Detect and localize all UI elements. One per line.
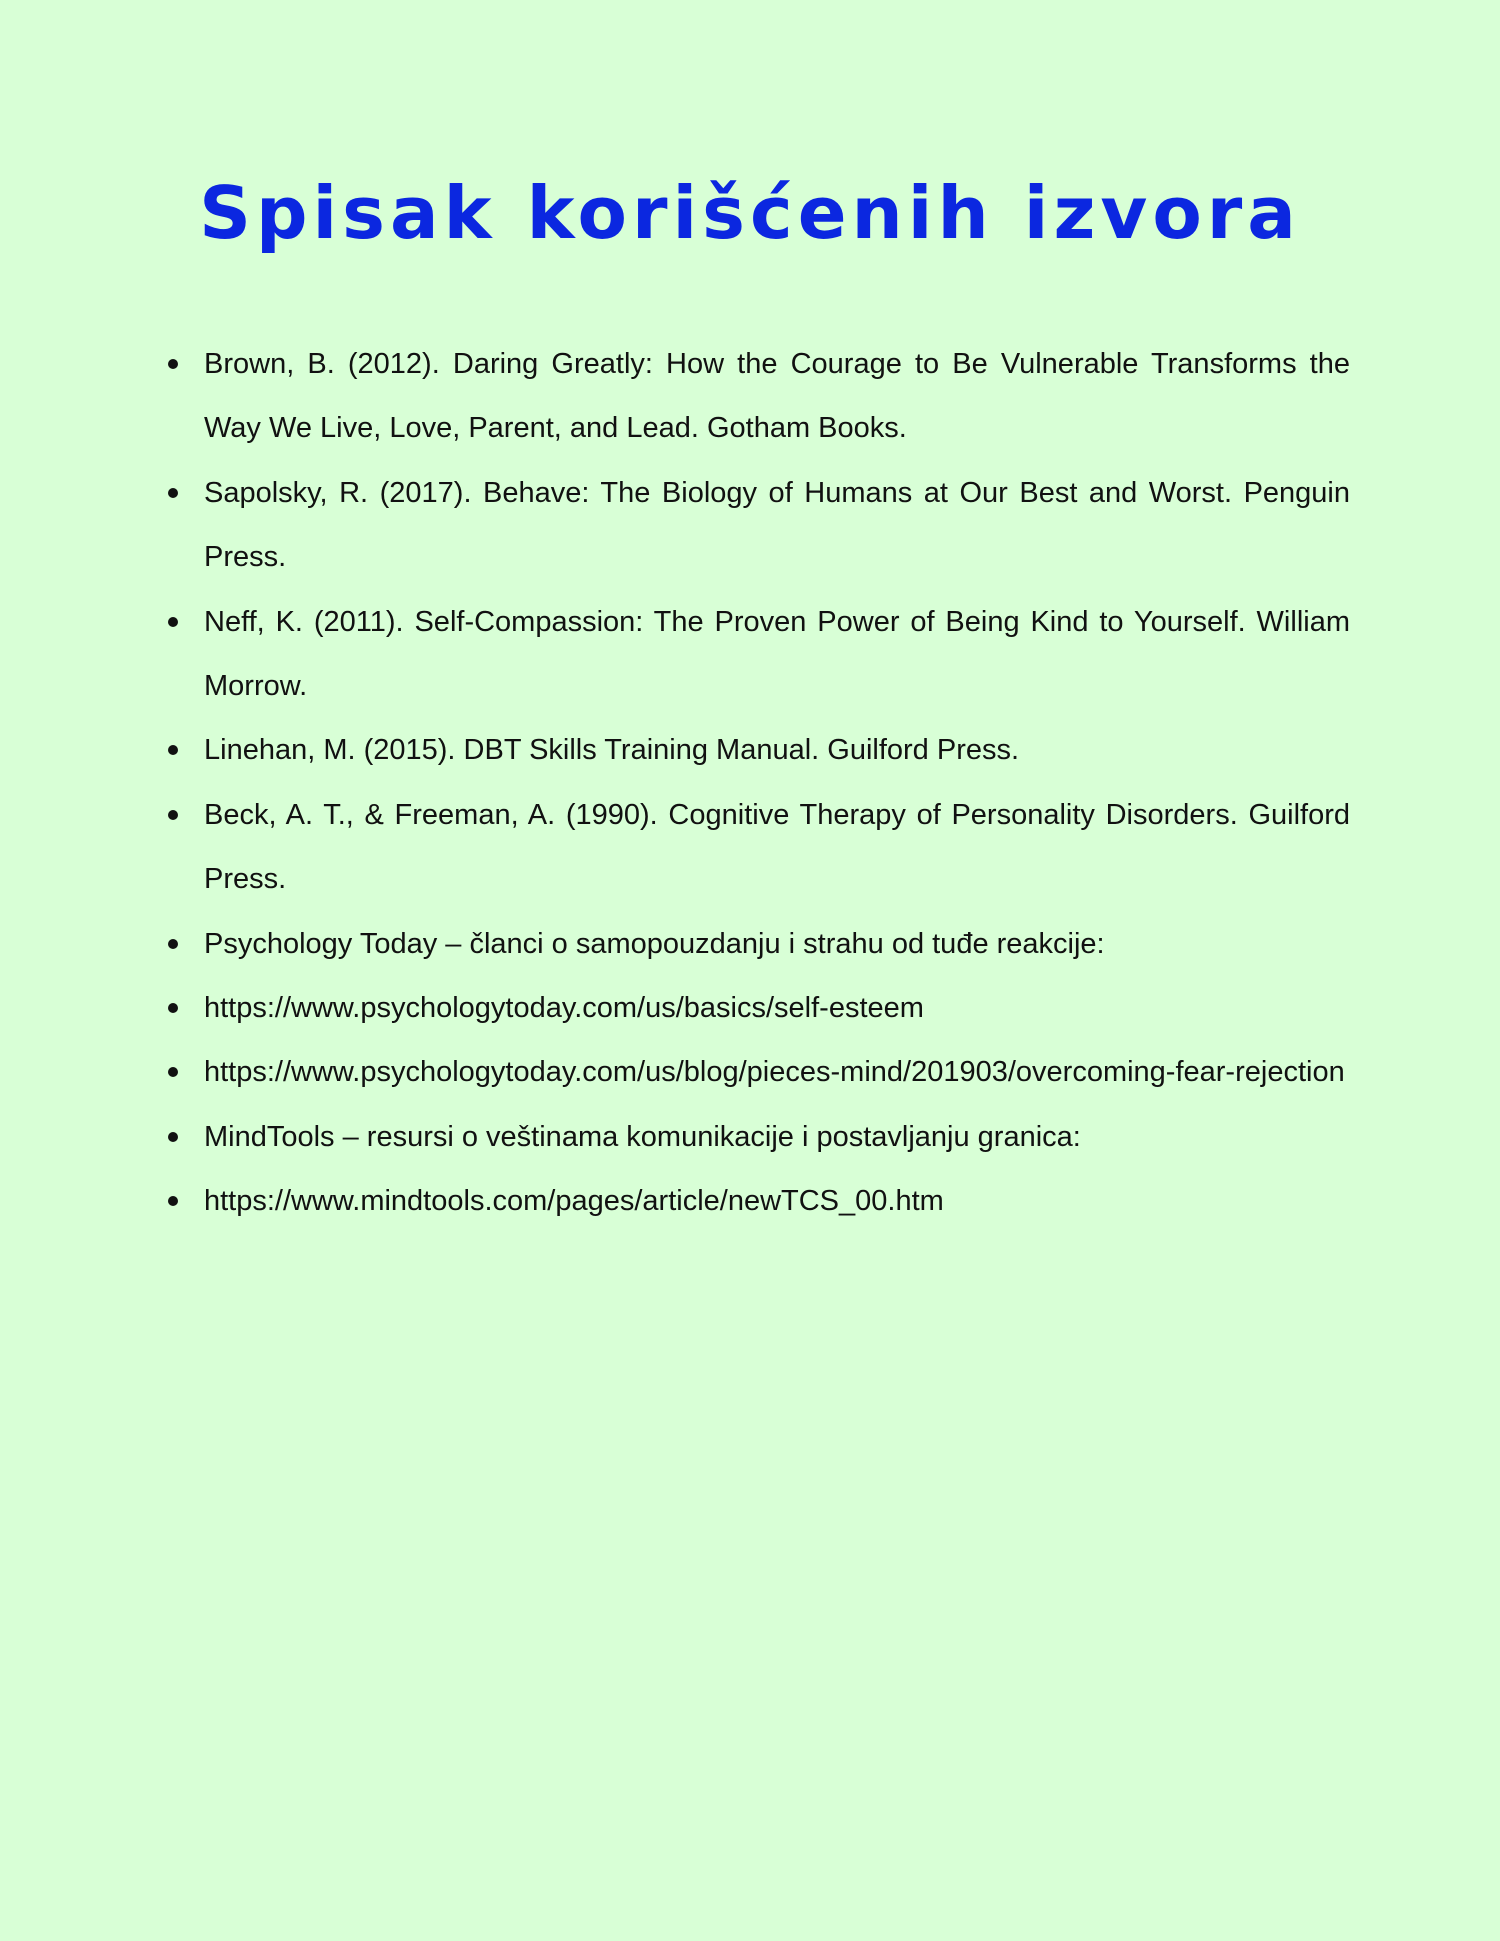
- bullet-icon: [168, 745, 178, 755]
- reference-link-item: [166, 1040, 1350, 1104]
- reference-text: MindTools – resursi o veštinama komunikacije i postavljanju granica:: [204, 1120, 1081, 1153]
- bullet-icon: [168, 359, 178, 369]
- reference-link-item: [166, 976, 1350, 1040]
- reference-link-item: [166, 1169, 1350, 1233]
- reference-text: Linehan, M. (2015). DBT Skills Training Manual. Guilford Press.: [204, 734, 1020, 767]
- bullet-icon: [168, 810, 178, 820]
- reference-item: [166, 718, 1350, 782]
- page-title: Spisak korišćenih izvora: [199, 171, 1301, 255]
- reference-text: Beck, A. T., & Freeman, A. (1990). Cognitive Therapy of Personality Disorders. Guilford Press.: [204, 798, 1350, 896]
- reference-text: Neff, K. (2011). Self-Compassion: The Proven Power of Being Kind to Yourself. William Morrow.: [204, 605, 1350, 703]
- reference-text: Brown, B. (2012). Daring Greatly: How the Courage to Be Vulnerable Transforms the Way We Live, Love, Parent, and Lead. Gotham Books.: [204, 348, 1350, 445]
- bullet-icon: [168, 1132, 178, 1142]
- reference-item: [166, 783, 1350, 912]
- bullet-icon: [168, 488, 178, 498]
- reference-list: [166, 332, 1350, 1234]
- reference-text: Psychology Today – članci o samopouzdanju i strahu od tuđe reakcije:: [204, 927, 1105, 960]
- reference-item: [166, 332, 1350, 461]
- reference-item: [166, 1105, 1350, 1169]
- reference-url: https://www.psychologytoday.com/us/basics/self-esteem: [204, 992, 924, 1025]
- bullet-icon: [168, 1067, 178, 1077]
- bullet-icon: [168, 1003, 178, 1013]
- reference-url: https://www.psychologytoday.com/us/blog/pieces-mind/201903/overcoming-fear-rejection: [204, 1056, 1345, 1089]
- reference-url: https://www.mindtools.com/pages/article/newTCS_00.htm: [204, 1185, 944, 1218]
- bullet-icon: [168, 617, 178, 627]
- reference-item: [166, 912, 1350, 976]
- reference-item: [166, 461, 1350, 590]
- bullet-icon: [168, 1196, 178, 1206]
- reference-text: Sapolsky, R. (2017). Behave: The Biology of Humans at Our Best and Worst. Penguin Press.: [204, 476, 1350, 574]
- reference-item: [166, 590, 1350, 719]
- bullet-icon: [168, 939, 178, 949]
